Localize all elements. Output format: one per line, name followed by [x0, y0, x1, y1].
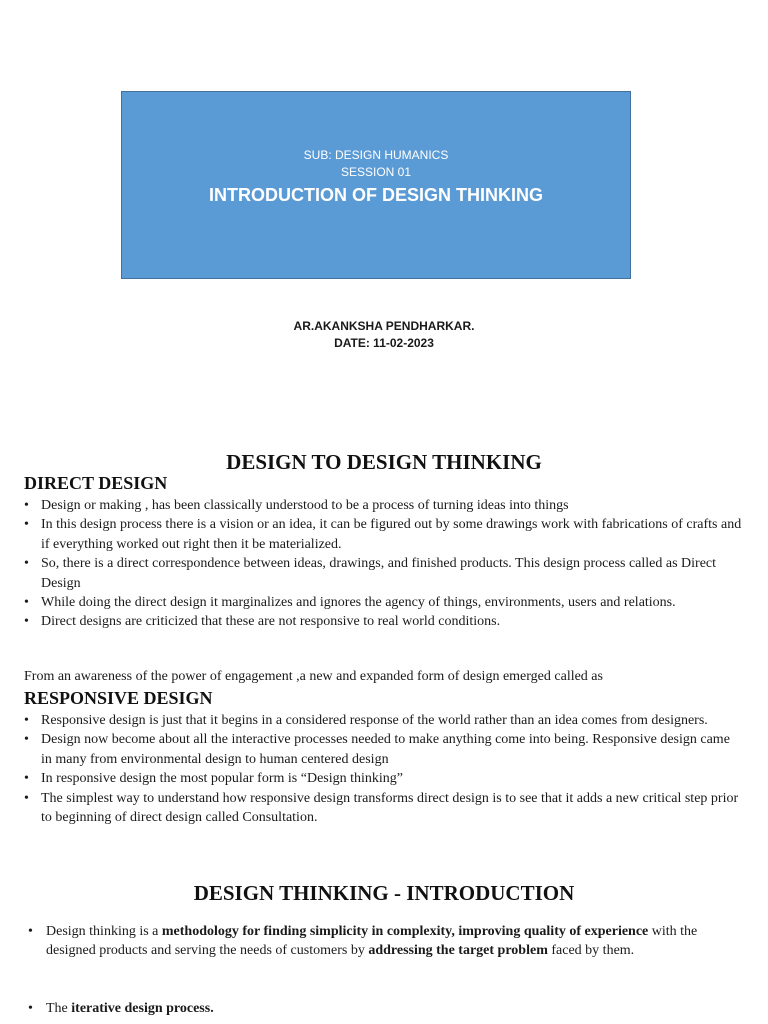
- list-item: • The simplest way to understand how responsive design transforms direct design is to see that it adds a new critical step prior to beginning of direct design called Consultation.: [24, 790, 739, 826]
- title-slide: [0, 0, 768, 420]
- bullet-icon: •: [24, 732, 29, 748]
- design-thinking-intro-slide: [0, 860, 768, 1024]
- bullet-icon: •: [24, 556, 29, 572]
- responsive-design-list: [22, 711, 744, 827]
- list-item: • In this design process there is a vision or an idea, it can be figured out by some drawings work with fabrications of crafts and if everything worked out right then it be materialized.: [24, 517, 742, 552]
- bullet-icon: •: [24, 498, 29, 513]
- iterative-list: [26, 999, 744, 1018]
- subject-label: SUB: DESIGN HUMANICS: [303, 148, 449, 162]
- list-item: • While doing the direct design it marginalizes and ignores the agency of things, environments, users and relations.: [22, 593, 744, 612]
- list-item: • Design thinking is a methodology for finding simplicity in complexity, improving quality of experience with the designed products and serving the needs of customers by addressing the target problem faced by them.: [28, 924, 698, 959]
- bullet-icon: •: [28, 1001, 33, 1016]
- direct-design-heading: DIRECT DESIGN: [24, 473, 168, 493]
- list-item: • So, there is a direct correspondence between ideas, drawings, and finished products. This design process called as Direct Design: [24, 556, 717, 591]
- slide-title: DESIGN TO DESIGN THINKING: [226, 450, 542, 474]
- responsive-design-heading: RESPONSIVE DESIGN: [24, 688, 213, 708]
- list-item: • Responsive design is just that it begins in a considered response of the world rather than an idea comes from designers.: [22, 711, 744, 730]
- list-item: • Direct designs are criticized that these are not responsive to real world conditions.: [22, 612, 744, 631]
- list-item: • Design or making , has been classically understood to be a process of turning ideas into things: [22, 496, 744, 515]
- author-name: AR.AKANKSHA PENDHARKAR.: [293, 319, 475, 333]
- direct-design-slide: [0, 420, 768, 860]
- direct-design-list: [22, 496, 744, 632]
- bullet-icon: •: [24, 713, 29, 728]
- intro-list: [26, 922, 744, 961]
- list-item: • The iterative design process.: [26, 999, 744, 1018]
- list-item: • In responsive design the most popular form is “Design thinking”: [22, 769, 744, 788]
- transition-text: From an awareness of the power of engagement ,a new and expanded form of design emerged called as: [24, 669, 603, 684]
- presentation-date: DATE: 11-02-2023: [334, 336, 434, 350]
- bullet-icon: •: [24, 614, 29, 630]
- bullet-icon: •: [24, 790, 29, 806]
- session-label: SESSION 01: [340, 165, 412, 179]
- slide-title: DESIGN THINKING - INTRODUCTION: [193, 881, 575, 905]
- title-banner: [121, 91, 631, 279]
- bullet-icon: •: [24, 517, 29, 533]
- bullet-icon: •: [28, 924, 33, 939]
- list-item: • Design now become about all the interactive processes needed to make anything come into being. Responsive design came in many from environmental design to human centered design: [24, 732, 730, 767]
- author-block: [0, 318, 768, 352]
- presentation-title: INTRODUCTION OF DESIGN THINKING: [209, 185, 543, 205]
- bullet-icon: •: [24, 595, 29, 611]
- bullet-icon: •: [24, 771, 29, 787]
